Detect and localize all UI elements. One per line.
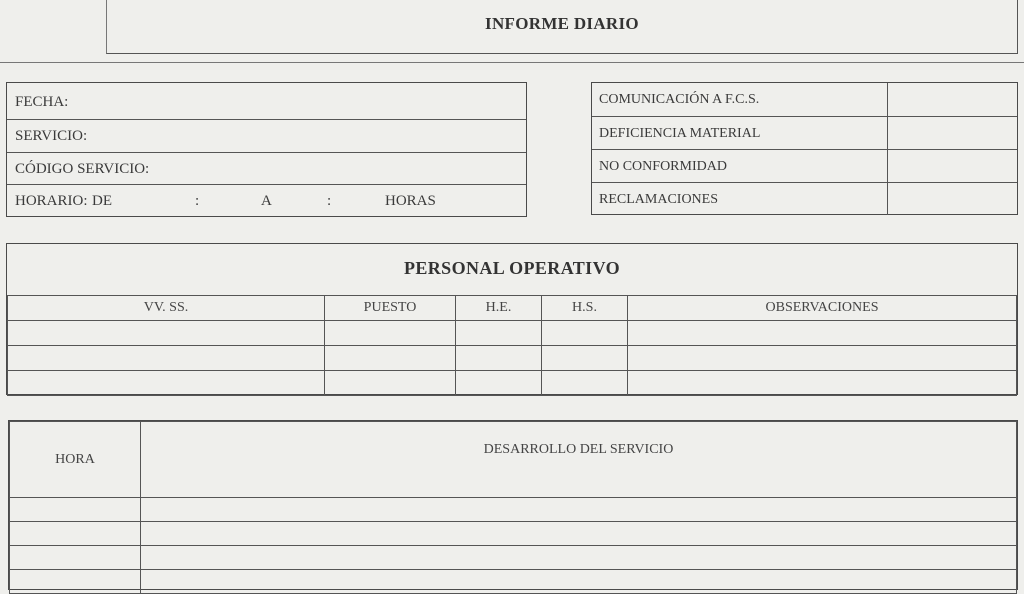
column-header-vvss: VV. SS. xyxy=(8,296,325,321)
table-row xyxy=(10,522,1017,546)
fecha-field[interactable] xyxy=(7,86,526,119)
column-header-observaciones: OBSERVACIONES xyxy=(628,296,1017,321)
horario-field[interactable] xyxy=(7,184,526,217)
desarrollo-table xyxy=(9,421,1017,594)
table-cell[interactable] xyxy=(8,346,325,371)
horario-sep-1: : xyxy=(195,193,200,209)
personal-operativo-section xyxy=(6,243,1018,395)
table-cell[interactable] xyxy=(10,522,141,546)
table-cell[interactable] xyxy=(325,346,456,371)
info-box xyxy=(6,82,527,217)
table-row xyxy=(10,546,1017,570)
fecha-label: FECHA: xyxy=(15,94,69,110)
check-cell-comunicacion[interactable] xyxy=(887,83,1017,116)
table-cell[interactable] xyxy=(456,321,542,346)
table-header-row xyxy=(8,296,1017,321)
table-row xyxy=(8,321,1017,346)
servicio-label: SERVICIO: xyxy=(15,128,88,144)
codigo-servicio-field[interactable] xyxy=(7,152,526,185)
check-label-comunicacion: COMUNICACIÓN A F.C.S. xyxy=(599,92,760,107)
table-header-row xyxy=(10,422,1017,498)
table-cell[interactable] xyxy=(542,346,628,371)
horario-sep-2: : xyxy=(327,193,332,209)
table-row xyxy=(10,498,1017,522)
table-cell[interactable] xyxy=(628,371,1017,396)
table-row xyxy=(10,570,1017,594)
horario-de-label: DE xyxy=(92,193,112,209)
servicio-field[interactable] xyxy=(7,119,526,152)
table-cell[interactable] xyxy=(141,498,1017,522)
column-header-desarrollo: DESARROLLO DEL SERVICIO xyxy=(141,422,1017,498)
check-label-deficiencia: DEFICIENCIA MATERIAL xyxy=(592,116,887,149)
horario-a-label: A xyxy=(261,193,272,209)
table-cell[interactable] xyxy=(10,546,141,570)
personal-table xyxy=(7,295,1017,396)
column-header-he: H.E. xyxy=(456,296,542,321)
column-header-hora: HORA xyxy=(10,422,141,498)
table-cell[interactable] xyxy=(8,371,325,396)
table-cell[interactable] xyxy=(10,570,141,594)
table-cell[interactable] xyxy=(628,321,1017,346)
table-cell[interactable] xyxy=(10,498,141,522)
check-cell-no-conformidad[interactable] xyxy=(887,149,1017,182)
check-cell-reclamaciones[interactable] xyxy=(887,182,1017,215)
check-label-no-conformidad: NO CONFORMIDAD xyxy=(592,149,887,182)
table-cell[interactable] xyxy=(325,371,456,396)
table-cell[interactable] xyxy=(456,371,542,396)
horario-horas-label: HORAS xyxy=(385,193,436,209)
table-cell[interactable] xyxy=(542,321,628,346)
table-cell[interactable] xyxy=(141,522,1017,546)
incident-checklist xyxy=(591,82,1018,215)
horario-label: HORARIO: xyxy=(15,193,88,209)
table-cell[interactable] xyxy=(325,321,456,346)
section-title: PERSONAL OPERATIVO xyxy=(403,258,621,278)
codigo-servicio-label: CÓDIGO SERVICIO: xyxy=(15,161,150,177)
table-cell[interactable] xyxy=(141,570,1017,594)
table-cell[interactable] xyxy=(8,321,325,346)
table-row xyxy=(8,346,1017,371)
table-cell[interactable] xyxy=(628,346,1017,371)
desarrollo-section xyxy=(8,420,1018,590)
column-header-hs: H.S. xyxy=(542,296,628,321)
check-label-reclamaciones: RECLAMACIONES xyxy=(592,182,887,215)
table-cell[interactable] xyxy=(456,346,542,371)
title-box xyxy=(106,0,1018,54)
table-row xyxy=(8,371,1017,396)
table-cell[interactable] xyxy=(141,546,1017,570)
table-cell[interactable] xyxy=(542,371,628,396)
column-header-puesto: PUESTO xyxy=(325,296,456,321)
page-title: INFORME DIARIO xyxy=(485,14,639,33)
check-cell-deficiencia[interactable] xyxy=(887,116,1017,149)
divider xyxy=(0,62,1024,63)
